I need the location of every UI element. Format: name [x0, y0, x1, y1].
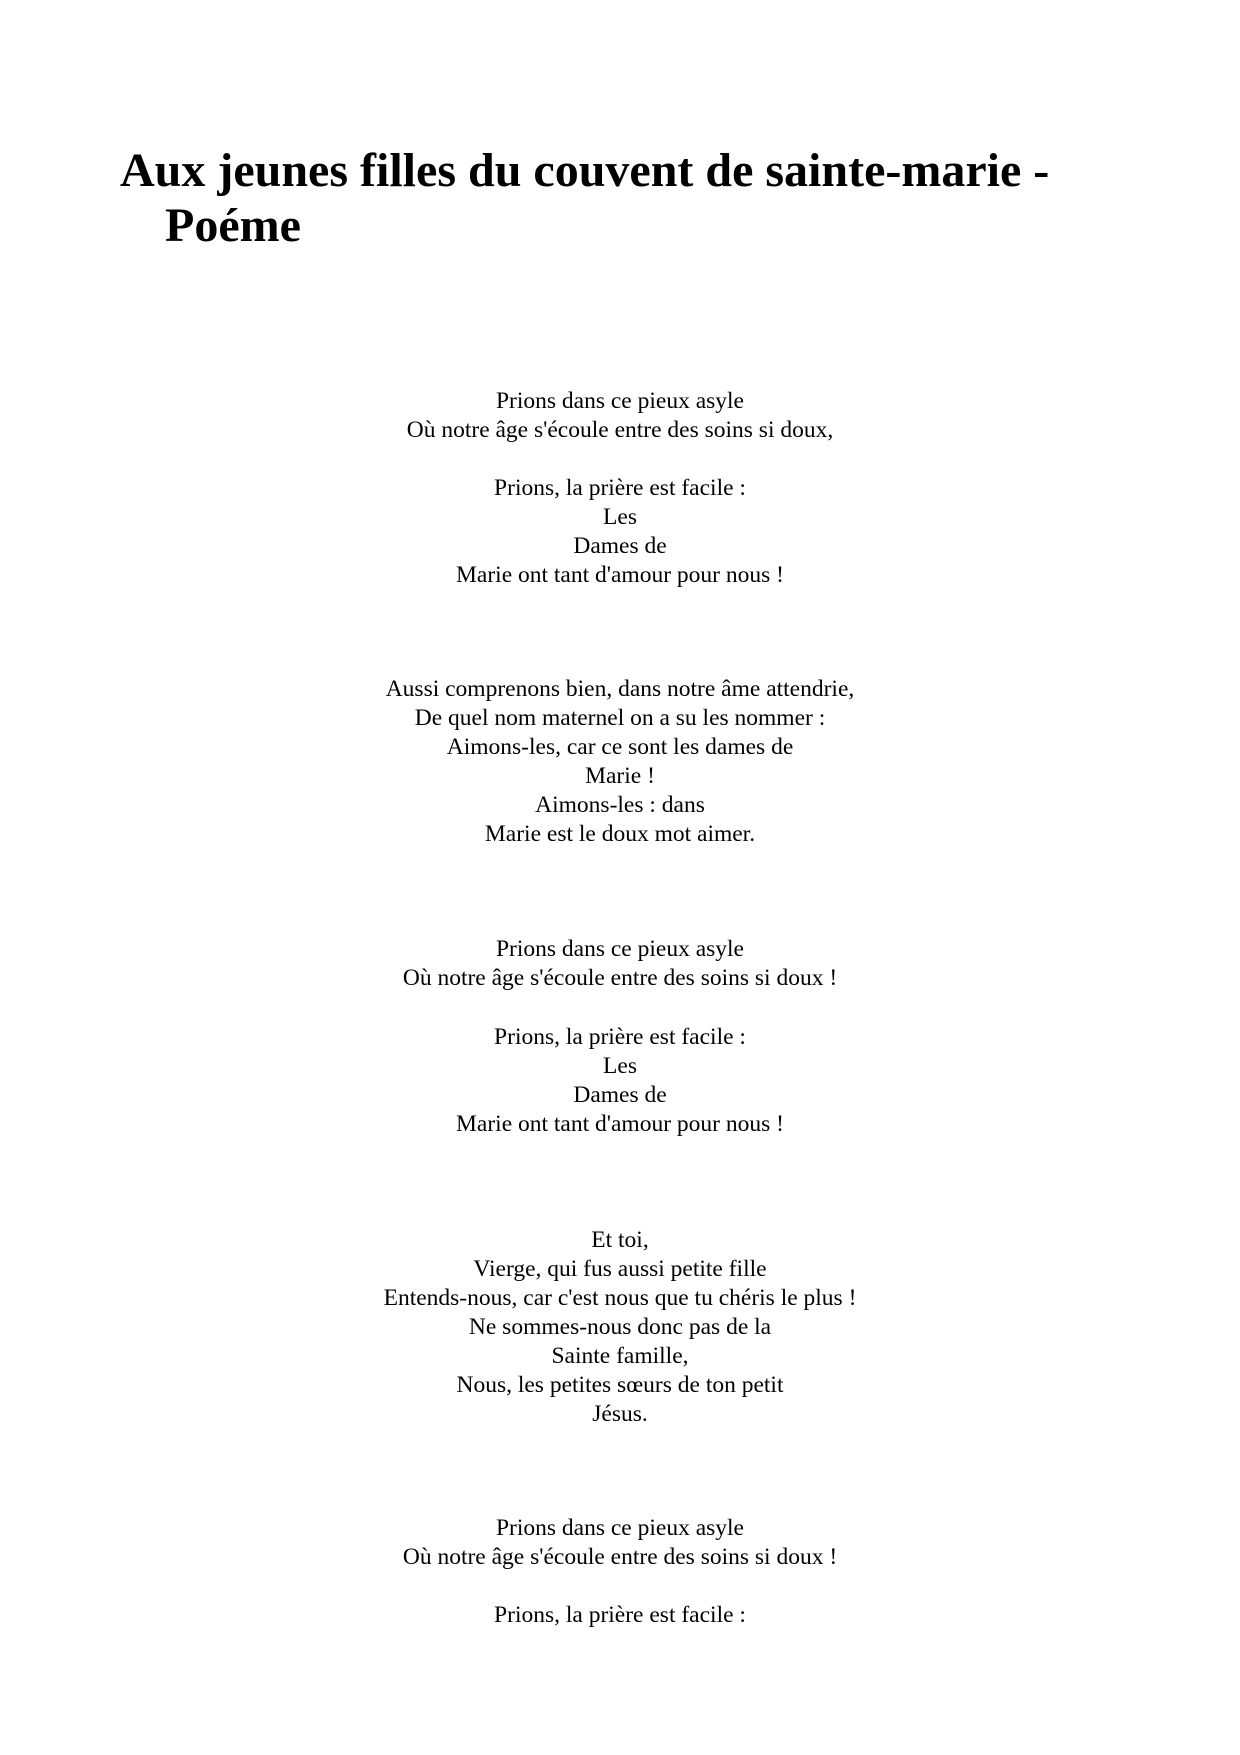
poem-line: Prions, la prière est facile : — [494, 1024, 746, 1050]
poem-line: Les — [603, 504, 637, 530]
poem-line: Marie est le doux mot aimer. — [484, 821, 756, 847]
poem-line: Où notre âge s'écoule entre des soins si doux ! — [402, 1544, 838, 1570]
stanza-7 — [0, 1514, 1240, 1572]
stanza-8 — [0, 1601, 1240, 1630]
poem-line: Prions dans ce pieux asyle — [495, 936, 744, 962]
stanza-5 — [0, 1023, 1240, 1139]
poem-line: Dames de — [573, 1082, 667, 1108]
stanza-1 — [0, 387, 1240, 445]
poem-line: Les — [603, 1053, 637, 1079]
poem-line: Prions, la prière est facile : — [494, 1602, 746, 1628]
poem-line: Marie ont tant d'amour pour nous ! — [456, 562, 784, 588]
poem-line: Aimons-les, car ce sont les dames de — [446, 734, 794, 760]
poem-line: Aimons-les : dans — [535, 792, 705, 818]
poem-line: Aussi comprenons bien, dans notre âme attendrie, — [385, 676, 855, 702]
stanza-6 — [0, 1226, 1240, 1429]
page-title: Aux jeunes filles du couvent de sainte-marie - Poéme — [120, 144, 1050, 252]
poem-line: Jésus. — [592, 1401, 648, 1427]
poem-line: Prions, la prière est facile : — [494, 475, 746, 501]
poem-line: Vierge, qui fus aussi petite fille — [473, 1256, 767, 1282]
poem-line: Marie ! — [585, 763, 655, 789]
poem-line: Dames de — [573, 533, 667, 559]
stanza-4 — [0, 935, 1240, 993]
poem-line: Marie ont tant d'amour pour nous ! — [456, 1111, 784, 1137]
poem-line: Où notre âge s'écoule entre des soins si doux, — [406, 417, 834, 443]
poem-line: Prions dans ce pieux asyle — [495, 388, 744, 414]
poem-line: Prions dans ce pieux asyle — [495, 1515, 744, 1541]
stanza-2 — [0, 474, 1240, 590]
poem-line: De quel nom maternel on a su les nommer : — [414, 705, 826, 731]
poem-line: Sainte famille, — [551, 1343, 689, 1369]
poem-line: Où notre âge s'écoule entre des soins si doux ! — [402, 965, 838, 991]
poem-line: Entends-nous, car c'est nous que tu chéris le plus ! — [383, 1285, 857, 1311]
stanza-3 — [0, 675, 1240, 849]
poem-line: Ne sommes-nous donc pas de la — [468, 1314, 772, 1340]
poem-line: Et toi, — [591, 1227, 649, 1253]
poem-line: Nous, les petites sœurs de ton petit — [456, 1372, 784, 1398]
